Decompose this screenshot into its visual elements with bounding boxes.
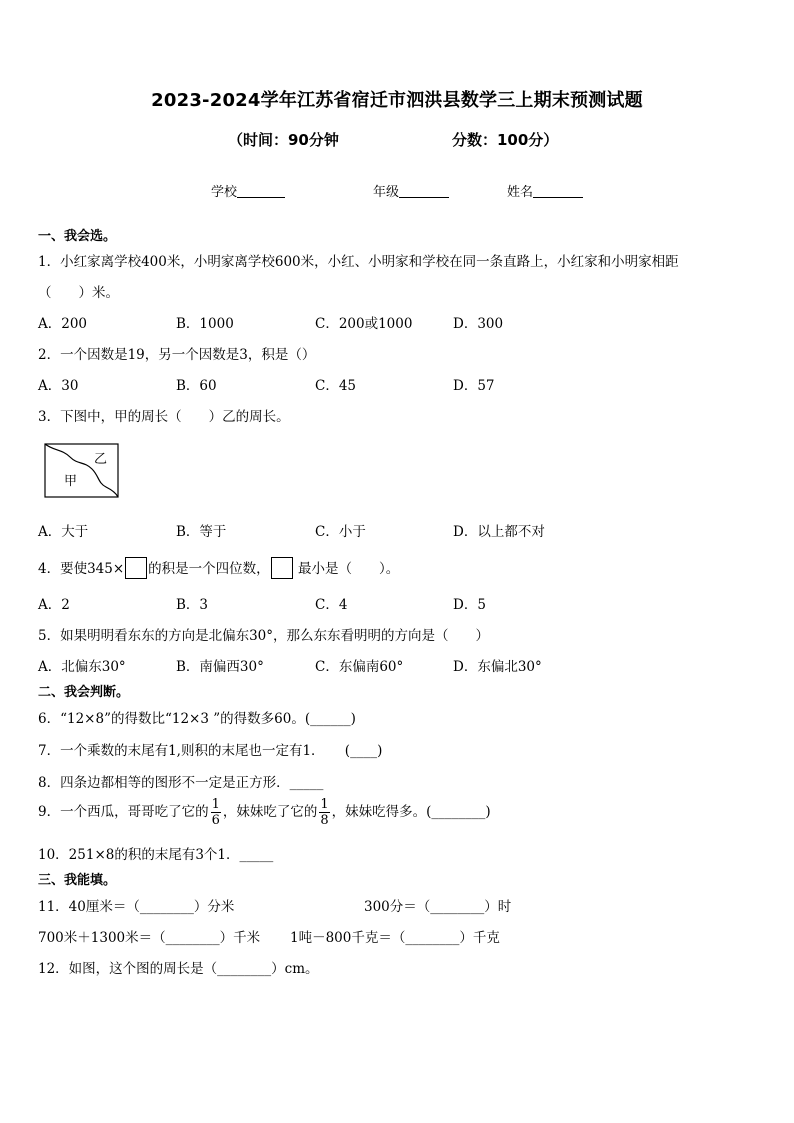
name-field <box>507 181 583 200</box>
exam-time: （时间：90分钟 <box>228 131 339 149</box>
q1-option-c[interactable]: C．200或1000 <box>315 316 413 332</box>
q4-part1: 4．要使345× <box>38 561 125 577</box>
q3-option-a[interactable]: A．大于 <box>38 524 89 540</box>
section-heading-choose: 一、我会选。 <box>38 229 117 244</box>
q4-part2: 的积是一个四位数， <box>148 561 270 577</box>
q9-part3: ，妹妹吃得多。(________) <box>331 804 491 820</box>
q1-option-a[interactable]: A．200 <box>38 316 88 332</box>
q9-fraction-2: $\frac{1}{8}$ <box>320 797 329 828</box>
section-heading-fill: 三、我能填。 <box>38 873 117 888</box>
q9-fraction-1: $\frac{1}{6}$ <box>211 797 220 828</box>
q4-option-a[interactable]: A．2 <box>38 597 70 613</box>
q5-option-d[interactable]: D．东偏北30° <box>453 659 542 675</box>
page-title: 2023-2024学年江苏省宿迁市泗洪县数学三上期末预测试题 <box>151 90 643 111</box>
grade-label: 年级 <box>373 185 400 200</box>
q4-text <box>38 557 399 579</box>
q4-part3: 最小是（ ）。 <box>297 561 400 577</box>
q11-part-d: 1吨－800千克＝（________）千克 <box>290 930 500 946</box>
exam-score: 分数：100分） <box>452 131 559 149</box>
q2-option-a[interactable]: A．30 <box>38 378 79 394</box>
q11-part-a: 11．40厘米＝（________）分米 <box>38 899 235 915</box>
q3-option-b[interactable]: B．等于 <box>176 524 227 540</box>
q1-option-d[interactable]: D．300 <box>453 316 504 332</box>
q9-part1: 9．一个西瓜，哥哥吃了它的 <box>38 804 209 820</box>
q3-figure-border <box>45 444 118 497</box>
q4-option-b[interactable]: B．3 <box>176 597 209 613</box>
q3-figure <box>44 443 120 499</box>
q5-option-b[interactable]: B．南偏西30° <box>176 659 264 675</box>
q10-text: 10．251×8的积的末尾有3个1．_____ <box>38 847 274 863</box>
q4-blank-box-2[interactable] <box>271 557 293 579</box>
q1-option-b[interactable]: B．1000 <box>176 316 234 332</box>
q11-part-b: 300分＝（________）时 <box>364 899 512 915</box>
name-blank[interactable] <box>533 184 583 198</box>
name-label: 姓名 <box>507 185 534 200</box>
grade-blank[interactable] <box>399 184 449 198</box>
q5-option-a[interactable]: A．北偏东30° <box>38 659 126 675</box>
q1-text-line1: 1．小红家离学校400米，小明家离学校600米，小红、小明家和学校在同一条直路上，小红家和小明家相距 <box>38 254 679 270</box>
grade-field <box>373 181 449 200</box>
q2-text: 2．一个因数是19，另一个因数是3，积是（） <box>38 347 316 363</box>
q4-blank-box-1[interactable] <box>125 557 147 579</box>
q4-option-c[interactable]: C．4 <box>315 597 348 613</box>
q11-part-c: 700米＋1300米＝（________）千米 <box>38 930 261 946</box>
q3-label-jia: 甲 <box>64 474 78 489</box>
q3-figure-curve <box>45 444 118 497</box>
q3-option-c[interactable]: C．小于 <box>315 524 366 540</box>
q5-text: 5．如果明明看东东的方向是北偏东30°，那么东东看明明的方向是（ ） <box>38 628 490 644</box>
q12-text: 12．如图，这个图的周长是（________）cm。 <box>38 961 319 977</box>
q9-part2: ，妹妹吃了它的 <box>222 804 318 820</box>
q3-label-yi: 乙 <box>94 452 108 467</box>
q2-option-c[interactable]: C．45 <box>315 378 357 394</box>
section-heading-judge: 二、我会判断。 <box>38 685 130 700</box>
q2-option-d[interactable]: D．57 <box>453 378 495 394</box>
q7-text: 7．一个乘数的末尾有1,则积的末尾也一定有1． (____) <box>38 743 383 759</box>
school-label: 学校 <box>211 185 238 200</box>
q5-option-c[interactable]: C．东偏南60° <box>315 659 404 675</box>
q3-text: 3．下图中，甲的周长（ ）乙的周长。 <box>38 409 290 425</box>
q1-text-line2: （ ）米。 <box>38 285 119 301</box>
q4-option-d[interactable]: D．5 <box>453 597 486 613</box>
q8-text: 8．四条边都相等的图形不一定是正方形．_____ <box>38 775 324 791</box>
q9-text <box>38 797 491 828</box>
q3-option-d[interactable]: D．以上都不对 <box>453 524 545 540</box>
q6-text: 6．“12×8”的得数比“12×3 ”的得数多60。(______) <box>38 711 356 727</box>
school-field <box>211 181 285 200</box>
school-blank[interactable] <box>237 184 285 198</box>
q2-option-b[interactable]: B．60 <box>176 378 217 394</box>
